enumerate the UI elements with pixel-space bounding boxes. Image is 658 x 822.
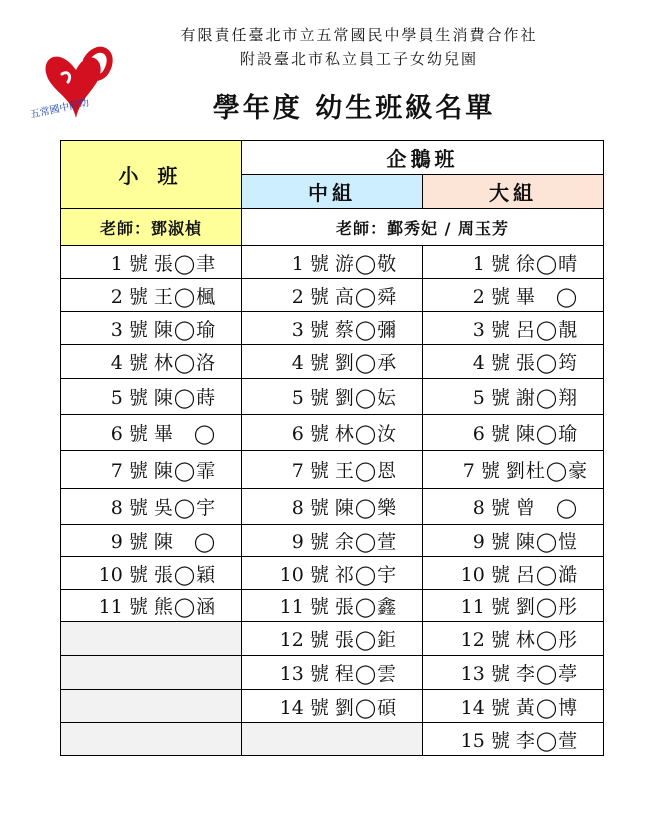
org-name: 有限責任臺北市立五常國民中學員生消費合作社 [180, 26, 538, 44]
student-name: 劉◯碩 [334, 696, 398, 719]
student-name: 林◯彤 [515, 629, 579, 651]
student-number: 1 號 [291, 252, 329, 275]
student-name: 陳◯瑜 [515, 423, 579, 445]
student-name: 畢 ◯ [515, 285, 579, 308]
small-group-student-cell [61, 345, 242, 379]
student-number: 10 號 [460, 563, 510, 586]
student-number: 8 號 [291, 497, 329, 519]
student-number: 7 號 [291, 460, 329, 482]
table-row [61, 415, 604, 451]
student-number: 2 號 [291, 285, 329, 308]
small-group-student-cell [61, 690, 242, 723]
big-group-student-cell [423, 345, 604, 379]
big-group-student-cell [423, 690, 604, 723]
student-name: 劉◯承 [334, 352, 398, 374]
student-name: 林◯洛 [153, 352, 217, 374]
table-row [61, 525, 604, 557]
big-group-student-cell [423, 379, 604, 415]
logo-caption: 五常國中附幼 [29, 97, 91, 121]
student-name: 陳 ◯ [153, 531, 217, 553]
big-group-header: 大組 [423, 175, 604, 209]
student-number: 1 號 [110, 252, 148, 275]
small-group-student-cell [61, 622, 242, 656]
table-row [61, 690, 604, 723]
table-row [61, 246, 604, 279]
table-row [61, 723, 604, 756]
table-row [61, 279, 604, 312]
student-name: 呂◯澔 [515, 563, 579, 586]
student-name: 游◯敬 [334, 252, 398, 275]
student-name: 劉◯彤 [515, 596, 579, 618]
student-number: 7 號 [462, 460, 500, 482]
student-name: 曾 ◯ [515, 497, 579, 519]
middle-group-student-cell [242, 415, 423, 451]
student-number: 14 號 [460, 696, 510, 719]
student-number: 14 號 [279, 696, 329, 719]
student-name: 高◯舜 [334, 285, 398, 308]
middle-group-student-cell [242, 590, 423, 622]
student-name: 黃◯博 [515, 696, 579, 719]
big-group-student-cell [423, 590, 604, 622]
student-name: 陳◯樂 [334, 497, 398, 519]
big-group-student-cell [423, 557, 604, 590]
table-row [61, 656, 604, 690]
student-number: 9 號 [110, 531, 148, 553]
small-group-student-cell [61, 525, 242, 557]
student-number: 5 號 [110, 387, 148, 409]
student-name: 陳◯愷 [515, 531, 579, 553]
small-group-student-cell [61, 415, 242, 451]
student-name: 畢 ◯ [153, 423, 217, 445]
big-group-student-cell [423, 622, 604, 656]
table-row [61, 312, 604, 345]
small-class-teacher: 老師：鄧淑楨 [61, 209, 242, 246]
student-name: 張◯聿 [153, 252, 217, 275]
student-name: 李◯萱 [515, 729, 579, 752]
student-number: 9 號 [291, 531, 329, 553]
middle-group-student-cell [242, 557, 423, 590]
student-name: 呂◯靚 [515, 318, 579, 341]
small-class-header: 小 班 [61, 141, 242, 209]
student-number: 11 號 [460, 596, 510, 618]
roster-body [61, 246, 604, 756]
middle-group-student-cell [242, 279, 423, 312]
middle-group-student-cell [242, 451, 423, 489]
student-name: 王◯恩 [334, 460, 398, 482]
student-number: 3 號 [110, 318, 148, 341]
small-group-student-cell [61, 246, 242, 279]
student-number: 8 號 [110, 497, 148, 519]
small-group-student-cell [61, 489, 242, 525]
big-group-student-cell [423, 279, 604, 312]
table-row [61, 451, 604, 489]
small-group-student-cell [61, 723, 242, 756]
middle-group-student-cell [242, 622, 423, 656]
student-name: 謝◯翔 [515, 387, 579, 409]
student-number: 11 號 [98, 596, 148, 618]
middle-group-student-cell [242, 312, 423, 345]
class-roster-table [60, 140, 604, 756]
student-name: 徐◯晴 [515, 252, 579, 275]
student-number: 5 號 [291, 387, 329, 409]
student-number: 12 號 [279, 629, 329, 651]
student-number: 4 號 [291, 352, 329, 374]
student-number: 2 號 [472, 285, 510, 308]
student-number: 7 號 [110, 460, 148, 482]
student-number: 8 號 [472, 497, 510, 519]
student-number: 2 號 [110, 285, 148, 308]
student-number: 10 號 [279, 563, 329, 586]
middle-group-student-cell [242, 345, 423, 379]
small-group-student-cell [61, 656, 242, 690]
student-number: 10 號 [98, 563, 148, 586]
student-number: 5 號 [472, 387, 510, 409]
table-row [61, 557, 604, 590]
student-name: 張◯筠 [515, 352, 579, 374]
student-name: 張◯穎 [153, 563, 217, 586]
student-number: 6 號 [291, 423, 329, 445]
student-number: 9 號 [472, 531, 510, 553]
middle-group-student-cell [242, 723, 423, 756]
student-name: 熊◯涵 [153, 596, 217, 618]
middle-group-student-cell [242, 656, 423, 690]
table-row [61, 379, 604, 415]
table-row [61, 590, 604, 622]
middle-group-student-cell [242, 690, 423, 723]
student-name: 祁◯宇 [334, 563, 398, 586]
student-name: 王◯楓 [153, 285, 217, 308]
student-number: 6 號 [110, 423, 148, 445]
student-name: 程◯雲 [334, 663, 398, 685]
student-number: 6 號 [472, 423, 510, 445]
student-number: 3 號 [291, 318, 329, 341]
table-row [61, 345, 604, 379]
student-name: 劉杜◯豪 [505, 460, 589, 482]
big-group-student-cell [423, 312, 604, 345]
big-group-student-cell [423, 451, 604, 489]
student-number: 1 號 [472, 252, 510, 275]
small-group-student-cell [61, 312, 242, 345]
student-name: 李◯葶 [515, 663, 579, 685]
student-name: 張◯鉅 [334, 629, 398, 651]
small-group-student-cell [61, 590, 242, 622]
student-number: 13 號 [460, 663, 510, 685]
penguin-class-header: 企鵝班 [242, 141, 604, 175]
small-group-student-cell [61, 379, 242, 415]
big-group-student-cell [423, 415, 604, 451]
middle-group-student-cell [242, 525, 423, 557]
small-group-student-cell [61, 279, 242, 312]
student-number: 4 號 [110, 352, 148, 374]
student-number: 3 號 [472, 318, 510, 341]
student-number: 4 號 [472, 352, 510, 374]
middle-group-student-cell [242, 246, 423, 279]
student-name: 余◯萱 [334, 531, 398, 553]
student-name: 劉◯妘 [334, 387, 398, 409]
student-name: 林◯汝 [334, 423, 398, 445]
table-row [61, 622, 604, 656]
big-group-student-cell [423, 525, 604, 557]
student-name: 蔡◯彌 [334, 318, 398, 341]
small-group-student-cell [61, 451, 242, 489]
small-group-student-cell [61, 557, 242, 590]
student-number: 12 號 [460, 629, 510, 651]
student-name: 陳◯蒔 [153, 387, 217, 409]
big-group-student-cell [423, 723, 604, 756]
student-name: 張◯鑫 [334, 596, 398, 618]
big-group-student-cell [423, 246, 604, 279]
student-number: 11 號 [279, 596, 329, 618]
student-name: 吳◯宇 [153, 497, 217, 519]
big-group-student-cell [423, 489, 604, 525]
page-title: 學年度 幼生班級名單 [212, 93, 496, 124]
table-row [61, 489, 604, 525]
student-name: 陳◯霏 [153, 460, 217, 482]
penguin-class-teachers: 老師：鄞秀妃 / 周玉芳 [242, 209, 604, 246]
student-number: 15 號 [460, 729, 510, 752]
kindergarten-name: 附設臺北市私立員工子女幼兒園 [239, 50, 478, 68]
middle-group-header: 中組 [242, 175, 423, 209]
middle-group-student-cell [242, 379, 423, 415]
middle-group-student-cell [242, 489, 423, 525]
student-number: 13 號 [279, 663, 329, 685]
student-name: 陳◯瑜 [153, 318, 217, 341]
big-group-student-cell [423, 656, 604, 690]
